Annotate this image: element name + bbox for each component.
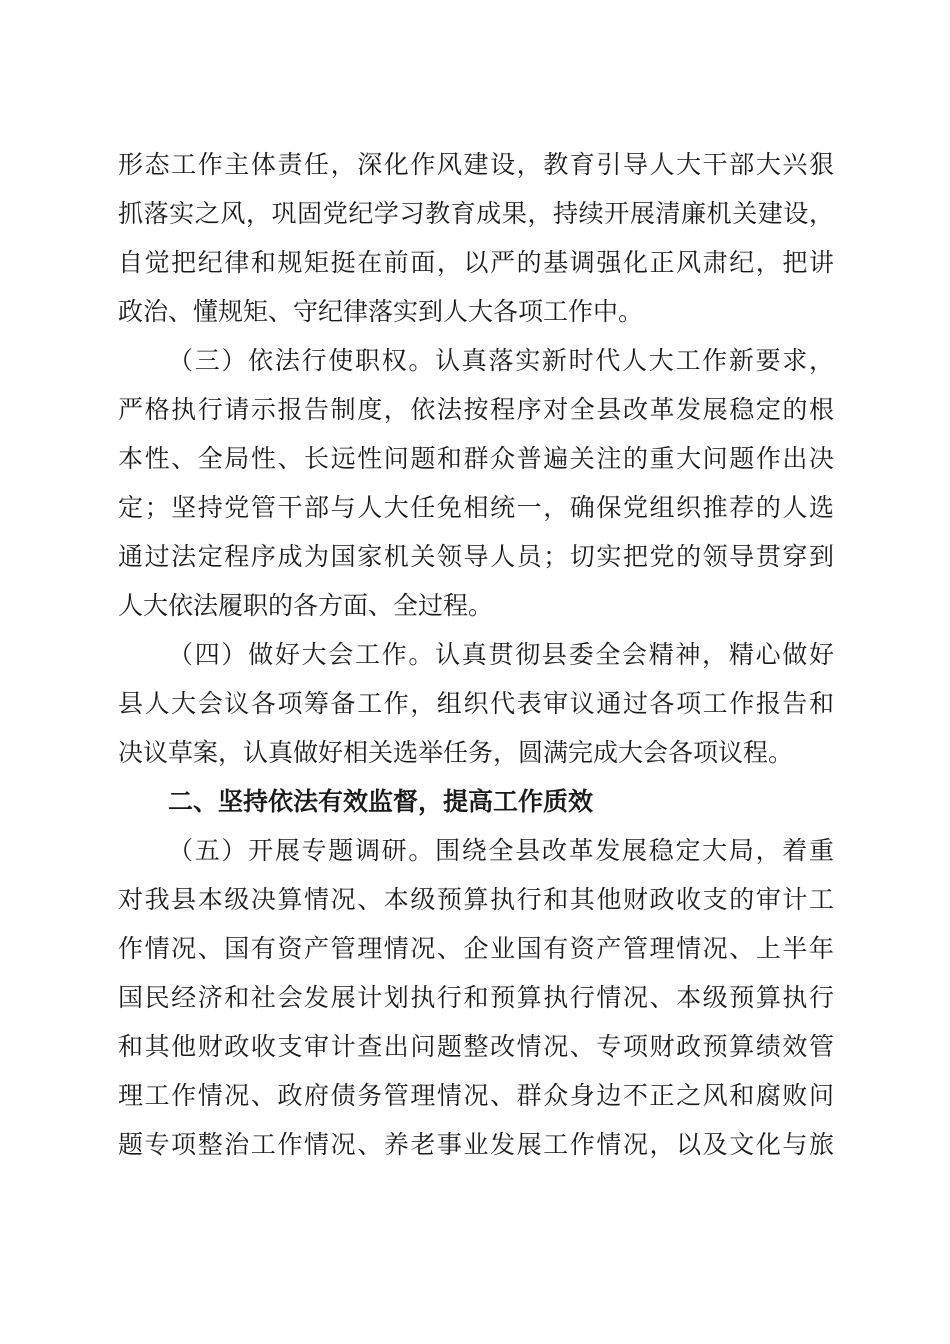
paragraph-start-line: （四）做好大会工作。认真贯彻县委全会精神，精心做好 [168,640,834,669]
paragraph-start-line: （三）依法行使职权。认真落实新时代人大工作新要求， [168,346,834,375]
text-line: 县人大会议各项筹备工作，组织代表审议通过各项工作报告和 [118,689,834,718]
text-line: 人大依法履职的各方面、全过程。 [118,591,494,620]
paragraph-start-line: （五）开展专题调研。围绕全县改革发展稳定大局，着重 [168,836,834,865]
text-line: 理工作情况、政府债务管理情况、群众身边不正之风和腐败问 [118,1081,834,1110]
text-line: 严格执行请示报告制度，依法按程序对全县改革发展稳定的根 [118,395,834,424]
text-line: 形态工作主体责任，深化作风建设，教育引导人大干部大兴狠 [118,150,834,179]
text-line: 抓落实之风，巩固党纪学习教育成果，持续开展清廉机关建设， [118,199,834,228]
text-line: 题专项整治工作情况、养老事业发展工作情况，以及文化与旅 [118,1130,834,1159]
text-line: 本性、全局性、长远性问题和群众普遍关注的重大问题作出决 [118,444,834,473]
text-line: 决议草案，认真做好相关选举任务，圆满完成大会各项议程。 [118,738,794,767]
text-line: 政治、懂规矩、守纪律落实到人大各项工作中。 [118,297,644,326]
document-body [118,140,834,1169]
text-line: 国民经济和社会发展计划执行和预算执行情况、本级预算执行 [118,983,834,1012]
text-line: 自觉把纪律和规矩挺在前面，以严的基调强化正风肃纪，把讲 [118,248,834,277]
text-line: 对我县本级决算情况、本级预算执行和其他财政收支的审计工 [118,885,834,914]
section-heading: 二、坚持依法有效监督，提高工作质效 [168,787,594,816]
text-line: 和其他财政收支审计查出问题整改情况、专项财政预算绩效管 [118,1032,834,1061]
text-line: 作情况、国有资产管理情况、企业国有资产管理情况、上半年 [118,934,834,963]
text-line: 定；坚持党管干部与人大任免相统一，确保党组织推荐的人选 [118,493,834,522]
text-line: 通过法定程序成为国家机关领导人员；切实把党的领导贯穿到 [118,542,834,571]
